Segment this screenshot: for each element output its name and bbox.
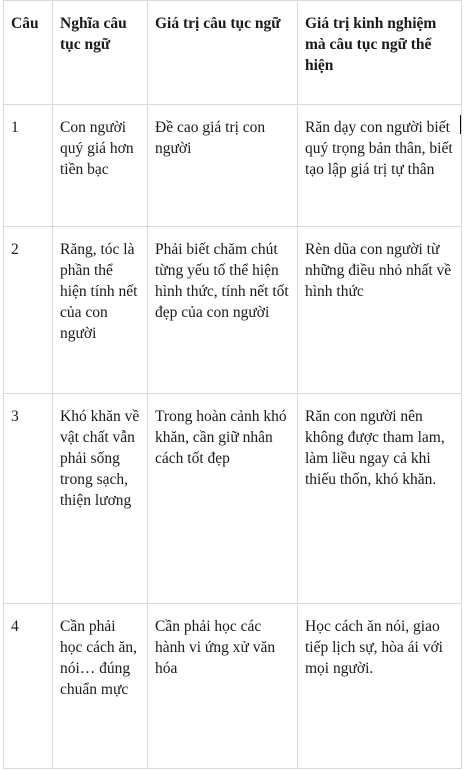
- table-row: [4, 394, 462, 604]
- table-row: [4, 227, 462, 394]
- cell-kinh-nghiem: Răn con người nên không được tham lam, làm liều ngay cả khi thiếu thốn, khó khăn.: [298, 394, 462, 604]
- table-row: [4, 105, 462, 227]
- cell-gia-tri: Trong hoàn cảnh khó khăn, cần giữ nhân cách tốt đẹp: [148, 394, 298, 604]
- cell-kinh-nghiem: Răn dạy con người biết quý trọng bản thân, biết tạo lập giá trị tự thân: [298, 105, 462, 227]
- cell-nghia: Răng, tóc là phần thể hiện tính nết của con người: [53, 227, 148, 394]
- header-nghia: Nghĩa câu tục ngữ: [53, 1, 148, 105]
- cell-gia-tri: Phải biết chăm chút từng yếu tố thể hiện hình thức, tính nết tốt đẹp của con người: [148, 227, 298, 394]
- cell-cau: 3: [4, 394, 53, 604]
- table-row: [4, 604, 462, 769]
- cell-nghia: Con người quý giá hơn tiền bạc: [53, 105, 148, 227]
- table-header-row: [4, 1, 462, 105]
- header-kinh-nghiem: Giá trị kinh nghiệm mà câu tục ngữ thể hiện: [298, 1, 462, 105]
- text-cursor: [460, 115, 461, 134]
- proverb-table: [3, 0, 462, 769]
- proverb-table-container: [3, 0, 461, 769]
- cell-nghia: Cần phải học cách ăn, nói… đúng chuẩn mực: [53, 604, 148, 769]
- cell-cau: 1: [4, 105, 53, 227]
- cell-gia-tri: Đề cao giá trị con người: [148, 105, 298, 227]
- cell-cau: 2: [4, 227, 53, 394]
- header-gia-tri: Giá trị câu tục ngữ: [148, 1, 298, 105]
- header-cau: Câu: [4, 1, 53, 105]
- cell-kinh-nghiem: Rèn dũa con người từ những điều nhỏ nhất về hình thức: [298, 227, 462, 394]
- cell-kinh-nghiem: Học cách ăn nói, giao tiếp lịch sự, hòa ái với mọi người.: [298, 604, 462, 769]
- cell-nghia: Khó khăn về vật chất vẫn phải sống trong sạch, thiện lương: [53, 394, 148, 604]
- cell-cau: 4: [4, 604, 53, 769]
- cell-gia-tri: Cần phải học các hành vi ứng xử văn hóa: [148, 604, 298, 769]
